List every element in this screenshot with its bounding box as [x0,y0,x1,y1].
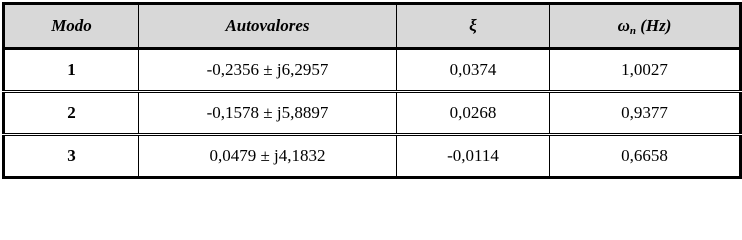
cell-damping: 0,0268 [397,92,550,135]
table-row [4,92,741,135]
cell-eigenvalue: 0,0479 ± j4,1832 [139,135,397,178]
cell-mode: 2 [4,92,139,135]
freq-symbol: ω [617,15,630,35]
cell-eigenvalue: -0,1578 ± j5,8897 [139,92,397,135]
header-damping: ξ [397,4,550,49]
table-header [4,4,741,49]
header-eigenvalues: Autovalores [139,4,397,49]
cell-frequency: 0,9377 [550,92,741,135]
header-row [4,4,741,49]
header-mode: Modo [4,4,139,49]
cell-frequency: 1,0027 [550,49,741,92]
freq-unit: (Hz) [636,15,672,35]
freq-subscript: n [629,24,636,37]
modes-table [2,2,742,179]
table-row [4,135,741,178]
cell-frequency: 0,6658 [550,135,741,178]
cell-eigenvalue: -0,2356 ± j6,2957 [139,49,397,92]
cell-mode: 3 [4,135,139,178]
table-row [4,49,741,92]
header-frequency [550,4,741,49]
cell-mode: 1 [4,49,139,92]
cell-damping: -0,0114 [397,135,550,178]
cell-damping: 0,0374 [397,49,550,92]
table-body [4,49,741,178]
